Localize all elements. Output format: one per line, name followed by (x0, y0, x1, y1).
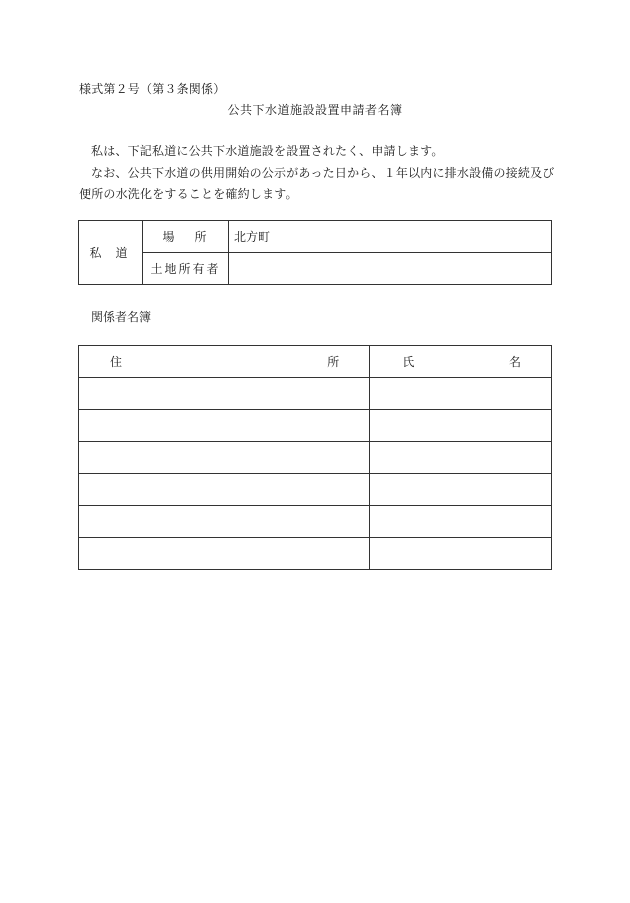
location-row (79, 221, 552, 253)
location-value[interactable]: 北方町 (229, 221, 552, 253)
form-number: 様式第２号（第３条関係） (79, 82, 226, 96)
address-header: 住 所 (79, 346, 370, 378)
address-cell[interactable] (79, 474, 370, 506)
commitment-statement-line2: 便所の水洗化をすることを確約します。 (79, 187, 298, 201)
commitment-statement-line1: なお、公共下水道の供用開始の公示があった日から、１年以内に排水設備の接続及び (91, 166, 555, 180)
private-road-table (78, 220, 552, 285)
address-cell[interactable] (79, 442, 370, 474)
owner-row (79, 253, 552, 285)
application-statement: 私は、下記私道に公共下水道施設を設置されたく、申請します。 (91, 144, 444, 158)
name-cell[interactable] (370, 538, 552, 570)
address-cell[interactable] (79, 538, 370, 570)
name-header: 氏 名 (370, 346, 552, 378)
table-row (79, 538, 552, 570)
land-owner-label: 土地所有者 (143, 253, 229, 285)
table-header-row (79, 346, 552, 378)
location-label: 場所 (143, 221, 229, 253)
name-cell[interactable] (370, 474, 552, 506)
address-cell[interactable] (79, 378, 370, 410)
related-persons-title: 関係者名簿 (91, 310, 152, 324)
name-cell[interactable] (370, 378, 552, 410)
address-cell[interactable] (79, 506, 370, 538)
name-cell[interactable] (370, 506, 552, 538)
name-cell[interactable] (370, 410, 552, 442)
table-row (79, 378, 552, 410)
address-cell[interactable] (79, 410, 370, 442)
table-row (79, 506, 552, 538)
document-title: 公共下水道施設設置申請者名簿 (227, 103, 403, 117)
table-row (79, 442, 552, 474)
name-cell[interactable] (370, 442, 552, 474)
land-owner-value[interactable] (229, 253, 552, 285)
table-row (79, 474, 552, 506)
private-road-header: 私道 (79, 221, 143, 285)
table-row (79, 410, 552, 442)
related-persons-table (78, 345, 552, 570)
